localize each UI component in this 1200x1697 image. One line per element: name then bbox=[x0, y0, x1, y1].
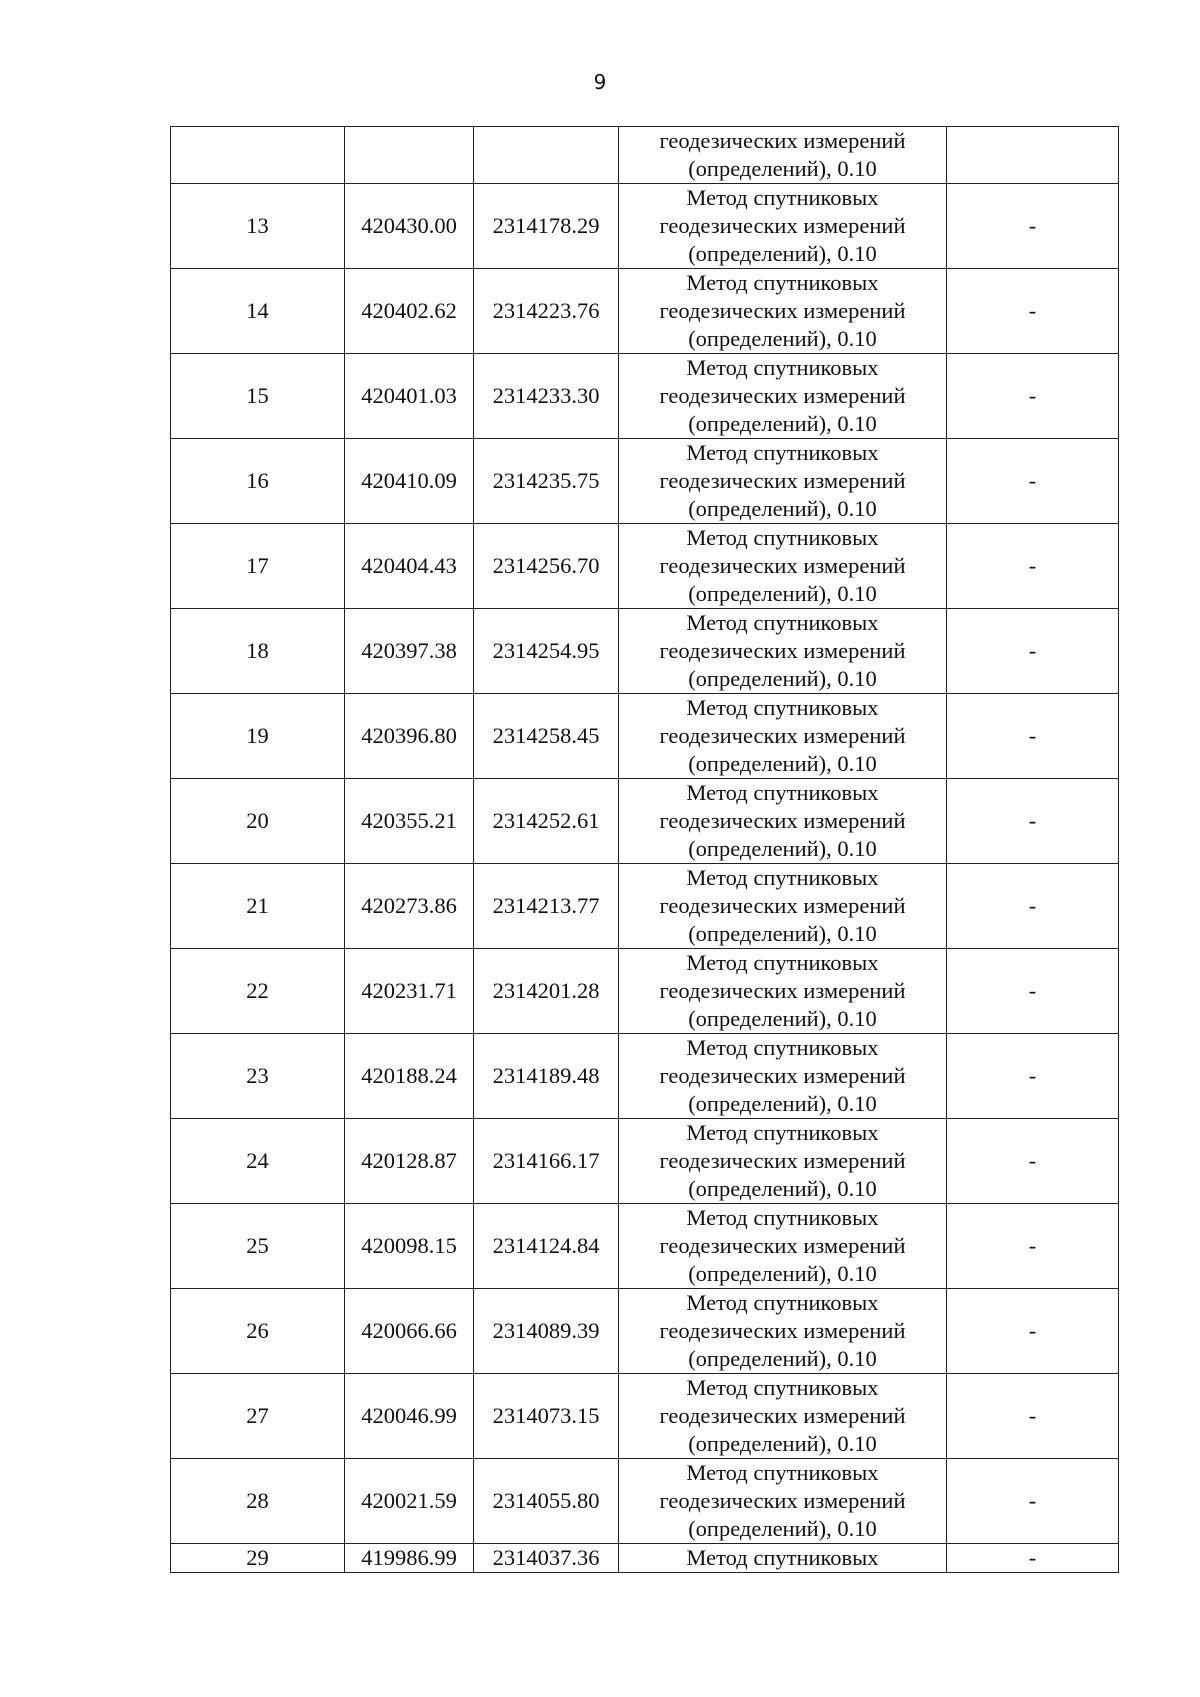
method-line: геодезических измерений bbox=[659, 128, 906, 153]
method-line: геодезических измерений bbox=[659, 1063, 906, 1088]
cell-number bbox=[171, 127, 345, 184]
cell-y: 2314166.17 bbox=[474, 1119, 619, 1204]
cell-x: 419986.99 bbox=[345, 1544, 474, 1573]
table-row bbox=[171, 1544, 1119, 1573]
table-row bbox=[171, 779, 1119, 864]
cell-number: 29 bbox=[171, 1544, 345, 1573]
cell-y: 2314213.77 bbox=[474, 864, 619, 949]
cell-method bbox=[619, 949, 947, 1034]
method-line: Метод спутниковых bbox=[686, 355, 879, 380]
cell-method bbox=[619, 1544, 947, 1573]
cell-note: - bbox=[947, 1119, 1119, 1204]
cell-method bbox=[619, 694, 947, 779]
method-line: Метод спутниковых bbox=[686, 440, 879, 465]
cell-note: - bbox=[947, 1374, 1119, 1459]
cell-number: 13 bbox=[171, 184, 345, 269]
table-row bbox=[171, 354, 1119, 439]
cell-note: - bbox=[947, 439, 1119, 524]
method-line: Метод спутниковых bbox=[686, 695, 879, 720]
cell-x: 420231.71 bbox=[345, 949, 474, 1034]
cell-note: - bbox=[947, 609, 1119, 694]
cell-note: - bbox=[947, 864, 1119, 949]
cell-y bbox=[474, 127, 619, 184]
method-line: Метод спутниковых bbox=[686, 610, 879, 635]
cell-x: 420355.21 bbox=[345, 779, 474, 864]
cell-y: 2314256.70 bbox=[474, 524, 619, 609]
cell-note: - bbox=[947, 524, 1119, 609]
method-line: Метод спутниковых bbox=[686, 270, 879, 295]
cell-y: 2314055.80 bbox=[474, 1459, 619, 1544]
table-row bbox=[171, 1459, 1119, 1544]
method-line: геодезических измерений bbox=[659, 1403, 906, 1428]
method-line: геодезических измерений bbox=[659, 723, 906, 748]
cell-note: - bbox=[947, 1204, 1119, 1289]
cell-method bbox=[619, 439, 947, 524]
table-row bbox=[171, 864, 1119, 949]
method-line: Метод спутниковых bbox=[686, 950, 879, 975]
cell-number: 23 bbox=[171, 1034, 345, 1119]
cell-x: 420404.43 bbox=[345, 524, 474, 609]
method-line: геодезических измерений bbox=[659, 1488, 906, 1513]
method-line: (определений), 0.10 bbox=[688, 326, 877, 351]
method-line: (определений), 0.10 bbox=[688, 156, 877, 181]
method-line: (определений), 0.10 bbox=[688, 1261, 877, 1286]
cell-y: 2314073.15 bbox=[474, 1374, 619, 1459]
method-line: (определений), 0.10 bbox=[688, 666, 877, 691]
cell-method bbox=[619, 354, 947, 439]
method-line: геодезических измерений bbox=[659, 383, 906, 408]
table-row bbox=[171, 269, 1119, 354]
method-line: геодезических измерений bbox=[659, 808, 906, 833]
cell-x: 420410.09 bbox=[345, 439, 474, 524]
method-line: (определений), 0.10 bbox=[688, 496, 877, 521]
cell-note bbox=[947, 127, 1119, 184]
table-row bbox=[171, 1034, 1119, 1119]
method-line: (определений), 0.10 bbox=[688, 1516, 877, 1541]
cell-number: 27 bbox=[171, 1374, 345, 1459]
cell-x: 420401.03 bbox=[345, 354, 474, 439]
table-row bbox=[171, 1204, 1119, 1289]
method-line: (определений), 0.10 bbox=[688, 751, 877, 776]
cell-x: 420066.66 bbox=[345, 1289, 474, 1374]
method-line: (определений), 0.10 bbox=[688, 1346, 877, 1371]
cell-method bbox=[619, 1204, 947, 1289]
method-line: геодезических измерений bbox=[659, 638, 906, 663]
cell-x: 420188.24 bbox=[345, 1034, 474, 1119]
cell-y: 2314124.84 bbox=[474, 1204, 619, 1289]
cell-method bbox=[619, 1459, 947, 1544]
method-line: Метод спутниковых bbox=[686, 1375, 879, 1400]
cell-y: 2314178.29 bbox=[474, 184, 619, 269]
cell-note: - bbox=[947, 1289, 1119, 1374]
table-row bbox=[171, 1119, 1119, 1204]
cell-x: 420430.00 bbox=[345, 184, 474, 269]
method-line: (определений), 0.10 bbox=[688, 241, 877, 266]
cell-method bbox=[619, 269, 947, 354]
cell-x: 420397.38 bbox=[345, 609, 474, 694]
cell-x: 420021.59 bbox=[345, 1459, 474, 1544]
cell-number: 19 bbox=[171, 694, 345, 779]
method-line: (определений), 0.10 bbox=[688, 1176, 877, 1201]
cell-number: 22 bbox=[171, 949, 345, 1034]
cell-number: 14 bbox=[171, 269, 345, 354]
cell-number: 17 bbox=[171, 524, 345, 609]
method-line: Метод спутниковых bbox=[686, 1205, 879, 1230]
cell-y: 2314037.36 bbox=[474, 1544, 619, 1573]
cell-x: 420128.87 bbox=[345, 1119, 474, 1204]
cell-method bbox=[619, 1034, 947, 1119]
cell-y: 2314223.76 bbox=[474, 269, 619, 354]
cell-y: 2314258.45 bbox=[474, 694, 619, 779]
method-line: геодезических измерений bbox=[659, 213, 906, 238]
cell-method bbox=[619, 1119, 947, 1204]
cell-y: 2314233.30 bbox=[474, 354, 619, 439]
cell-x bbox=[345, 127, 474, 184]
table-row bbox=[171, 1289, 1119, 1374]
method-line: геодезических измерений bbox=[659, 1318, 906, 1343]
cell-note: - bbox=[947, 184, 1119, 269]
table-row bbox=[171, 609, 1119, 694]
table-body bbox=[171, 127, 1119, 1573]
method-line: Метод спутниковых bbox=[686, 1545, 879, 1570]
cell-y: 2314235.75 bbox=[474, 439, 619, 524]
table-row bbox=[171, 439, 1119, 524]
cell-method bbox=[619, 184, 947, 269]
cell-note: - bbox=[947, 269, 1119, 354]
method-line: Метод спутниковых bbox=[686, 1460, 879, 1485]
cell-method bbox=[619, 1289, 947, 1374]
method-line: (определений), 0.10 bbox=[688, 1006, 877, 1031]
method-line: геодезических измерений bbox=[659, 978, 906, 1003]
cell-y: 2314252.61 bbox=[474, 779, 619, 864]
cell-y: 2314254.95 bbox=[474, 609, 619, 694]
method-line: (определений), 0.10 bbox=[688, 921, 877, 946]
table-row-continued bbox=[171, 127, 1119, 184]
method-line: Метод спутниковых bbox=[686, 185, 879, 210]
method-line: Метод спутниковых bbox=[686, 1120, 879, 1145]
table-row bbox=[171, 1374, 1119, 1459]
cell-note: - bbox=[947, 354, 1119, 439]
cell-y: 2314189.48 bbox=[474, 1034, 619, 1119]
method-line: геодезических измерений bbox=[659, 1233, 906, 1258]
cell-number: 18 bbox=[171, 609, 345, 694]
cell-x: 420273.86 bbox=[345, 864, 474, 949]
method-line: Метод спутниковых bbox=[686, 780, 879, 805]
cell-number: 25 bbox=[171, 1204, 345, 1289]
cell-x: 420402.62 bbox=[345, 269, 474, 354]
cell-note: - bbox=[947, 694, 1119, 779]
cell-note: - bbox=[947, 779, 1119, 864]
cell-method bbox=[619, 609, 947, 694]
method-line: (определений), 0.10 bbox=[688, 1091, 877, 1116]
cell-y: 2314201.28 bbox=[474, 949, 619, 1034]
method-line: (определений), 0.10 bbox=[688, 1431, 877, 1456]
method-line: (определений), 0.10 bbox=[688, 836, 877, 861]
page-number: 9 bbox=[593, 70, 607, 94]
cell-x: 420046.99 bbox=[345, 1374, 474, 1459]
method-line: Метод спутниковых bbox=[686, 1290, 879, 1315]
method-line: (определений), 0.10 bbox=[688, 411, 877, 436]
method-line: геодезических измерений bbox=[659, 553, 906, 578]
table-row bbox=[171, 184, 1119, 269]
cell-number: 15 bbox=[171, 354, 345, 439]
cell-method bbox=[619, 1374, 947, 1459]
cell-method bbox=[619, 524, 947, 609]
cell-y: 2314089.39 bbox=[474, 1289, 619, 1374]
method-line: геодезических измерений bbox=[659, 893, 906, 918]
cell-number: 20 bbox=[171, 779, 345, 864]
cell-note: - bbox=[947, 949, 1119, 1034]
cell-x: 420098.15 bbox=[345, 1204, 474, 1289]
cell-number: 28 bbox=[171, 1459, 345, 1544]
method-line: геодезических измерений bbox=[659, 1148, 906, 1173]
cell-note: - bbox=[947, 1459, 1119, 1544]
cell-method bbox=[619, 779, 947, 864]
cell-method bbox=[619, 127, 947, 184]
method-line: Метод спутниковых bbox=[686, 525, 879, 550]
coordinates-table bbox=[170, 126, 1119, 1573]
cell-note: - bbox=[947, 1544, 1119, 1573]
table-row bbox=[171, 949, 1119, 1034]
cell-method bbox=[619, 864, 947, 949]
table-row bbox=[171, 524, 1119, 609]
method-line: (определений), 0.10 bbox=[688, 581, 877, 606]
method-line: Метод спутниковых bbox=[686, 1035, 879, 1060]
table-row bbox=[171, 694, 1119, 779]
method-line: геодезических измерений bbox=[659, 468, 906, 493]
cell-number: 24 bbox=[171, 1119, 345, 1204]
cell-number: 26 bbox=[171, 1289, 345, 1374]
cell-number: 16 bbox=[171, 439, 345, 524]
cell-note: - bbox=[947, 1034, 1119, 1119]
method-line: Метод спутниковых bbox=[686, 865, 879, 890]
cell-number: 21 bbox=[171, 864, 345, 949]
method-line: геодезических измерений bbox=[659, 298, 906, 323]
cell-x: 420396.80 bbox=[345, 694, 474, 779]
